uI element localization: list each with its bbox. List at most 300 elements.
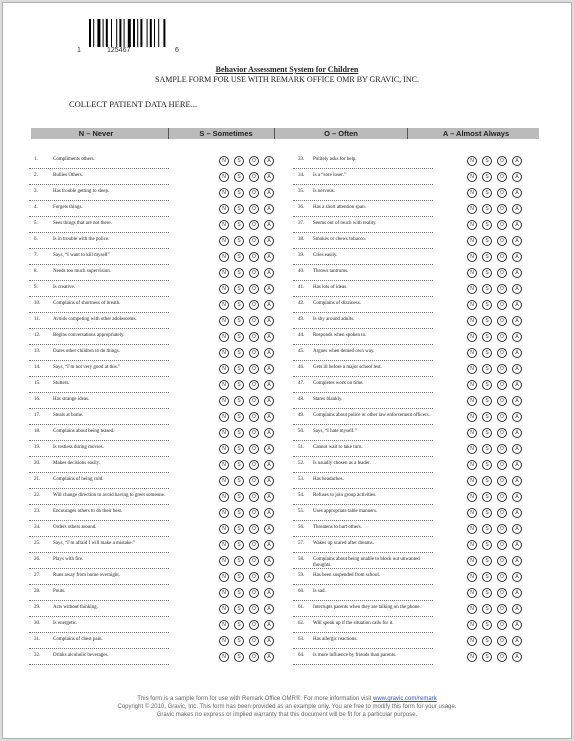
response-bubble-s[interactable]: S — [234, 300, 244, 310]
response-bubble-n[interactable]: N — [467, 652, 477, 662]
response-bubble-a[interactable]: A — [512, 332, 522, 342]
response-bubble-a[interactable]: A — [512, 556, 522, 566]
response-bubble-s[interactable]: S — [482, 460, 492, 470]
response-bubble-n[interactable]: N — [467, 460, 477, 470]
response-bubble-a[interactable]: A — [264, 364, 274, 374]
response-bubble-o[interactable]: O — [249, 396, 259, 406]
response-bubble-s[interactable]: S — [482, 652, 492, 662]
response-bubble-o[interactable]: O — [497, 332, 507, 342]
answer-line — [293, 600, 433, 601]
response-bubble-o[interactable]: O — [497, 636, 507, 646]
response-bubble-o[interactable]: O — [249, 364, 259, 374]
response-bubble-s[interactable]: S — [482, 572, 492, 582]
question-row — [293, 586, 543, 602]
response-bubble-a[interactable]: A — [512, 444, 522, 454]
response-bubble-s[interactable]: S — [482, 412, 492, 422]
question-row — [29, 362, 279, 378]
response-bubble-a[interactable]: A — [512, 588, 522, 598]
response-bubble-a[interactable]: A — [264, 252, 274, 262]
response-bubble-n[interactable]: N — [219, 268, 229, 278]
response-bubble-s[interactable]: S — [482, 172, 492, 182]
response-bubble-a[interactable]: A — [264, 284, 274, 294]
response-bubble-o[interactable]: O — [249, 204, 259, 214]
response-bubble-s[interactable]: S — [482, 188, 492, 198]
response-bubble-o[interactable]: O — [249, 172, 259, 182]
response-bubble-n[interactable]: N — [467, 412, 477, 422]
response-bubble-a[interactable]: A — [512, 268, 522, 278]
response-bubble-a[interactable]: A — [264, 268, 274, 278]
response-bubble-o[interactable]: O — [249, 492, 259, 502]
response-bubble-n[interactable]: N — [219, 492, 229, 502]
response-bubble-n[interactable]: N — [219, 444, 229, 454]
response-bubble-n[interactable]: N — [467, 476, 477, 486]
response-bubble-a[interactable]: A — [264, 492, 274, 502]
response-bubble-o[interactable]: O — [249, 268, 259, 278]
answer-line — [29, 216, 169, 217]
response-bubble-n[interactable]: N — [467, 268, 477, 278]
response-bubble-o[interactable]: O — [497, 444, 507, 454]
response-bubble-n[interactable]: N — [467, 204, 477, 214]
response-bubble-n[interactable]: N — [467, 620, 477, 630]
response-bubble-a[interactable]: A — [512, 620, 522, 630]
response-bubble-a[interactable]: A — [264, 588, 274, 598]
response-bubble-o[interactable]: O — [497, 524, 507, 534]
response-bubble-o[interactable]: O — [497, 396, 507, 406]
response-bubble-o[interactable]: O — [249, 188, 259, 198]
response-bubble-a[interactable]: A — [264, 636, 274, 646]
response-bubble-n[interactable]: N — [467, 348, 477, 358]
response-bubble-s[interactable]: S — [234, 508, 244, 518]
response-bubble-n[interactable]: N — [219, 252, 229, 262]
response-bubble-s[interactable]: S — [234, 444, 244, 454]
response-bubble-n[interactable]: N — [467, 188, 477, 198]
response-bubble-s[interactable]: S — [482, 364, 492, 374]
response-bubble-n[interactable]: N — [219, 156, 229, 166]
response-bubble-s[interactable]: S — [482, 332, 492, 342]
response-bubble-s[interactable]: S — [482, 156, 492, 166]
response-bubble-a[interactable]: A — [264, 444, 274, 454]
question-text: Seems out of touch with reality. — [313, 221, 377, 226]
response-bubble-n[interactable]: N — [219, 380, 229, 390]
response-bubble-s[interactable]: S — [482, 204, 492, 214]
response-bubble-a[interactable]: A — [512, 636, 522, 646]
response-bubble-o[interactable]: O — [249, 220, 259, 230]
response-bubble-s[interactable]: S — [482, 268, 492, 278]
response-bubble-o[interactable]: O — [249, 476, 259, 486]
response-bubble-a[interactable]: A — [512, 492, 522, 502]
response-bubble-o[interactable]: O — [249, 412, 259, 422]
question-row — [293, 170, 543, 186]
response-bubble-s[interactable]: S — [234, 540, 244, 550]
question-number: 54. — [298, 493, 305, 498]
response-bubble-n[interactable]: N — [467, 604, 477, 614]
response-bubble-a[interactable]: A — [512, 156, 522, 166]
response-bubble-n[interactable]: N — [467, 556, 477, 566]
response-bubble-n[interactable]: N — [467, 364, 477, 374]
response-bubble-s[interactable]: S — [482, 524, 492, 534]
response-bubble-o[interactable]: O — [497, 460, 507, 470]
response-bubble-s[interactable]: S — [482, 556, 492, 566]
response-bubble-o[interactable]: O — [497, 604, 507, 614]
response-bubble-n[interactable]: N — [467, 300, 477, 310]
response-bubble-a[interactable]: A — [264, 652, 274, 662]
response-bubble-n[interactable]: N — [467, 588, 477, 598]
response-bubble-n[interactable]: N — [219, 332, 229, 342]
response-bubble-a[interactable]: A — [264, 172, 274, 182]
response-bubble-n[interactable]: N — [467, 236, 477, 246]
response-bubble-a[interactable]: A — [264, 508, 274, 518]
response-bubble-o[interactable]: O — [249, 332, 259, 342]
response-bubble-o[interactable]: O — [249, 620, 259, 630]
response-bubble-o[interactable]: O — [249, 444, 259, 454]
response-bubble-n[interactable]: N — [219, 284, 229, 294]
response-bubble-s[interactable]: S — [234, 364, 244, 374]
response-bubble-a[interactable]: A — [512, 428, 522, 438]
response-bubble-a[interactable]: A — [512, 460, 522, 470]
response-bubble-n[interactable]: N — [219, 652, 229, 662]
response-bubble-s[interactable]: S — [482, 588, 492, 598]
question-row — [29, 218, 279, 234]
answer-line — [29, 536, 169, 537]
response-bubble-o[interactable]: O — [249, 252, 259, 262]
response-bubble-a[interactable]: A — [512, 524, 522, 534]
response-bubble-s[interactable]: S — [234, 620, 244, 630]
response-bubble-s[interactable]: S — [482, 476, 492, 486]
response-bubble-a[interactable]: A — [512, 380, 522, 390]
response-bubble-o[interactable]: O — [497, 540, 507, 550]
response-bubble-s[interactable]: S — [234, 220, 244, 230]
response-bubble-n[interactable]: N — [219, 316, 229, 326]
response-bubble-n[interactable]: N — [219, 572, 229, 582]
response-bubble-a[interactable]: A — [512, 188, 522, 198]
response-bubble-o[interactable]: O — [497, 652, 507, 662]
response-bubble-a[interactable]: A — [264, 540, 274, 550]
response-bubble-o[interactable]: O — [497, 364, 507, 374]
response-bubble-o[interactable]: O — [497, 428, 507, 438]
response-bubble-o[interactable]: O — [497, 172, 507, 182]
question-number: 55. — [298, 509, 305, 514]
response-bubble-n[interactable]: N — [467, 396, 477, 406]
response-bubble-a[interactable]: A — [512, 604, 522, 614]
response-bubble-s[interactable]: S — [234, 588, 244, 598]
question-row — [293, 506, 543, 522]
response-bubble-a[interactable]: A — [512, 172, 522, 182]
question-row — [29, 554, 279, 570]
response-bubble-o[interactable]: O — [249, 508, 259, 518]
response-bubble-o[interactable]: O — [249, 540, 259, 550]
answer-line — [29, 488, 169, 489]
response-bubble-o[interactable]: O — [497, 620, 507, 630]
response-bubble-n[interactable]: N — [219, 236, 229, 246]
response-bubble-o[interactable]: O — [249, 652, 259, 662]
response-bubble-a[interactable]: A — [264, 604, 274, 614]
response-bubble-o[interactable]: O — [497, 572, 507, 582]
response-bubble-s[interactable]: S — [234, 316, 244, 326]
response-bubble-a[interactable]: A — [512, 316, 522, 326]
response-bubble-s[interactable]: S — [234, 332, 244, 342]
response-bubble-a[interactable]: A — [264, 220, 274, 230]
response-bubble-n[interactable]: N — [467, 380, 477, 390]
response-bubble-o[interactable]: O — [249, 604, 259, 614]
response-bubble-s[interactable]: S — [234, 396, 244, 406]
question-row — [293, 202, 543, 218]
response-bubble-s[interactable]: S — [234, 156, 244, 166]
response-bubble-a[interactable]: A — [512, 652, 522, 662]
response-bubble-o[interactable]: O — [497, 300, 507, 310]
response-bubble-n[interactable]: N — [467, 316, 477, 326]
response-bubble-n[interactable]: N — [219, 172, 229, 182]
response-bubble-n[interactable]: N — [467, 572, 477, 582]
question-row — [29, 154, 279, 170]
response-bubble-o[interactable]: O — [249, 636, 259, 646]
remark-link[interactable]: www.gravic.com/remark — [373, 696, 437, 702]
response-bubble-n[interactable]: N — [467, 508, 477, 518]
answer-line — [293, 616, 433, 617]
response-bubble-s[interactable]: S — [234, 636, 244, 646]
response-bubble-n[interactable]: N — [467, 492, 477, 502]
response-bubble-o[interactable]: O — [249, 524, 259, 534]
response-bubble-s[interactable]: S — [234, 652, 244, 662]
response-bubble-a[interactable]: A — [264, 572, 274, 582]
response-bubble-s[interactable]: S — [482, 620, 492, 630]
response-bubble-o[interactable]: O — [497, 236, 507, 246]
response-bubble-o[interactable]: O — [249, 460, 259, 470]
response-bubble-s[interactable]: S — [234, 204, 244, 214]
response-bubble-a[interactable]: A — [512, 396, 522, 406]
response-bubble-a[interactable]: A — [264, 188, 274, 198]
response-bubble-s[interactable]: S — [234, 524, 244, 534]
response-bubble-s[interactable]: S — [482, 540, 492, 550]
question-row — [293, 314, 543, 330]
response-bubble-s[interactable]: S — [482, 348, 492, 358]
response-bubble-a[interactable]: A — [512, 540, 522, 550]
response-bubble-a[interactable]: A — [512, 364, 522, 374]
response-bubble-n[interactable]: N — [219, 508, 229, 518]
response-bubble-s[interactable]: S — [482, 444, 492, 454]
response-bubble-o[interactable]: O — [497, 204, 507, 214]
response-bubble-s[interactable]: S — [482, 300, 492, 310]
response-bubble-a[interactable]: A — [264, 412, 274, 422]
response-bubble-s[interactable]: S — [482, 284, 492, 294]
response-bubble-s[interactable]: S — [234, 604, 244, 614]
response-bubble-o[interactable]: O — [249, 380, 259, 390]
response-bubble-a[interactable]: A — [264, 316, 274, 326]
response-bubble-a[interactable]: A — [264, 556, 274, 566]
response-bubble-o[interactable]: O — [497, 156, 507, 166]
response-bubble-n[interactable]: N — [219, 524, 229, 534]
response-bubble-a[interactable]: A — [512, 300, 522, 310]
response-bubble-a[interactable]: A — [264, 460, 274, 470]
response-bubble-n[interactable]: N — [219, 540, 229, 550]
response-bubble-a[interactable]: A — [264, 332, 274, 342]
response-bubble-o[interactable]: O — [497, 268, 507, 278]
question-row — [293, 522, 543, 538]
response-bubble-s[interactable]: S — [482, 604, 492, 614]
response-bubble-s[interactable]: S — [482, 636, 492, 646]
response-bubble-n[interactable]: N — [219, 348, 229, 358]
response-bubble-o[interactable]: O — [497, 348, 507, 358]
response-bubble-s[interactable]: S — [482, 236, 492, 246]
response-bubble-o[interactable]: O — [497, 476, 507, 486]
question-text: Sees things that are not there. — [53, 221, 112, 226]
response-bubble-n[interactable]: N — [219, 396, 229, 406]
response-bubble-s[interactable]: S — [482, 220, 492, 230]
response-bubble-o[interactable]: O — [497, 380, 507, 390]
response-bubble-a[interactable]: A — [512, 284, 522, 294]
response-bubble-o[interactable]: O — [249, 572, 259, 582]
question-number: 32. — [34, 653, 41, 658]
response-bubble-o[interactable]: O — [497, 252, 507, 262]
response-bubble-n[interactable]: N — [219, 460, 229, 470]
response-bubble-s[interactable]: S — [234, 492, 244, 502]
response-bubble-s[interactable]: S — [482, 316, 492, 326]
response-bubble-s[interactable]: S — [234, 268, 244, 278]
response-bubble-a[interactable]: A — [264, 428, 274, 438]
response-bubble-n[interactable]: N — [467, 172, 477, 182]
response-bubble-a[interactable]: A — [512, 476, 522, 486]
answer-line — [293, 232, 433, 233]
response-bubble-o[interactable]: O — [249, 348, 259, 358]
response-bubble-s[interactable]: S — [482, 380, 492, 390]
response-bubble-n[interactable]: N — [467, 284, 477, 294]
question-row — [29, 346, 279, 362]
response-bubble-s[interactable]: S — [234, 236, 244, 246]
response-bubble-n[interactable]: N — [467, 252, 477, 262]
response-bubble-s[interactable]: S — [234, 412, 244, 422]
response-bubble-s[interactable]: S — [482, 508, 492, 518]
response-bubble-o[interactable]: O — [497, 316, 507, 326]
response-bubble-o[interactable]: O — [497, 220, 507, 230]
response-bubble-a[interactable]: A — [264, 348, 274, 358]
response-bubble-n[interactable]: N — [219, 204, 229, 214]
response-bubble-s[interactable]: S — [234, 476, 244, 486]
response-bubble-n[interactable]: N — [219, 188, 229, 198]
response-bubble-s[interactable]: S — [234, 572, 244, 582]
response-bubble-o[interactable]: O — [249, 556, 259, 566]
response-bubble-n[interactable]: N — [219, 428, 229, 438]
response-bubble-o[interactable]: O — [497, 284, 507, 294]
question-row — [293, 282, 543, 298]
question-number: 20. — [34, 461, 41, 466]
response-bubble-n[interactable]: N — [219, 556, 229, 566]
response-bubble-s[interactable]: S — [234, 428, 244, 438]
response-bubble-o[interactable]: O — [249, 156, 259, 166]
response-bubble-o[interactable]: O — [497, 588, 507, 598]
footer-line-3: Gravic makes no express or implied warranty that this document will be fit for a particular purpose. — [156, 712, 418, 718]
question-text: Gets ill before a major school test. — [313, 365, 382, 370]
response-bubble-o[interactable]: O — [497, 556, 507, 566]
response-bubble-s[interactable]: S — [234, 172, 244, 182]
response-bubble-n[interactable]: N — [219, 412, 229, 422]
response-bubble-n[interactable]: N — [467, 444, 477, 454]
response-bubble-o[interactable]: O — [249, 428, 259, 438]
question-number: 38. — [298, 237, 305, 242]
response-bubble-n[interactable]: N — [467, 332, 477, 342]
response-bubble-a[interactable]: A — [512, 204, 522, 214]
response-bubble-o[interactable]: O — [249, 300, 259, 310]
question-text: Throws tantrums. — [313, 269, 349, 274]
question-row — [29, 634, 279, 650]
response-bubble-s[interactable]: S — [482, 492, 492, 502]
response-bubble-a[interactable]: A — [264, 620, 274, 630]
question-text: Is shy around adults. — [313, 317, 355, 322]
response-bubble-s[interactable]: S — [482, 428, 492, 438]
response-bubble-o[interactable]: O — [497, 188, 507, 198]
response-bubble-n[interactable]: N — [467, 220, 477, 230]
question-number: 48. — [298, 397, 305, 402]
answer-line — [29, 232, 169, 233]
response-bubble-a[interactable]: A — [264, 204, 274, 214]
question-row — [293, 218, 543, 234]
response-bubble-s[interactable]: S — [234, 556, 244, 566]
response-bubble-n[interactable]: N — [219, 220, 229, 230]
response-bubble-a[interactable]: A — [264, 300, 274, 310]
response-bubble-s[interactable]: S — [482, 252, 492, 262]
response-bubble-o[interactable]: O — [249, 316, 259, 326]
response-bubble-o[interactable]: O — [249, 588, 259, 598]
response-bubble-o[interactable]: O — [249, 236, 259, 246]
question-number: 25. — [34, 541, 41, 546]
response-bubble-a[interactable]: A — [512, 348, 522, 358]
response-bubble-a[interactable]: A — [512, 236, 522, 246]
response-bubble-s[interactable]: S — [234, 284, 244, 294]
response-bubble-a[interactable]: A — [264, 396, 274, 406]
response-bubble-s[interactable]: S — [482, 396, 492, 406]
response-bubble-s[interactable]: S — [234, 348, 244, 358]
question-row — [29, 618, 279, 634]
response-bubble-n[interactable]: N — [219, 588, 229, 598]
response-bubble-o[interactable]: O — [497, 412, 507, 422]
response-bubble-n[interactable]: N — [219, 476, 229, 486]
response-bubble-a[interactable]: A — [264, 476, 274, 486]
response-bubble-n[interactable]: N — [219, 620, 229, 630]
question-text: Will change direction to avoid having to greet someone. — [53, 493, 166, 498]
response-bubble-a[interactable]: A — [512, 572, 522, 582]
question-number: 29. — [34, 605, 41, 610]
response-bubble-o[interactable]: O — [249, 284, 259, 294]
response-bubble-s[interactable]: S — [234, 460, 244, 470]
response-bubble-a[interactable]: A — [264, 380, 274, 390]
response-bubble-a[interactable]: A — [264, 524, 274, 534]
response-bubble-n[interactable]: N — [219, 364, 229, 374]
response-bubble-n[interactable]: N — [219, 300, 229, 310]
answer-line — [293, 520, 433, 521]
response-bubble-n[interactable]: N — [467, 156, 477, 166]
response-bubble-n[interactable]: N — [467, 636, 477, 646]
response-bubble-s[interactable]: S — [234, 252, 244, 262]
response-bubble-a[interactable]: A — [512, 220, 522, 230]
response-bubble-a[interactable]: A — [512, 508, 522, 518]
response-bubble-a[interactable]: A — [512, 252, 522, 262]
scale-almost-always: A – Almost Always — [442, 129, 510, 138]
response-bubble-a[interactable]: A — [264, 156, 274, 166]
response-bubble-n[interactable]: N — [467, 540, 477, 550]
response-bubble-s[interactable]: S — [234, 188, 244, 198]
question-number: 4. — [34, 205, 38, 210]
response-bubble-n[interactable]: N — [219, 604, 229, 614]
response-bubble-o[interactable]: O — [497, 492, 507, 502]
response-bubble-n[interactable]: N — [467, 428, 477, 438]
response-bubble-n[interactable]: N — [467, 524, 477, 534]
response-bubble-o[interactable]: O — [497, 508, 507, 518]
response-bubble-a[interactable]: A — [512, 412, 522, 422]
response-bubble-s[interactable]: S — [234, 380, 244, 390]
response-bubble-n[interactable]: N — [219, 636, 229, 646]
response-bubble-a[interactable]: A — [264, 236, 274, 246]
question-number: 18. — [34, 429, 41, 434]
answer-line — [29, 360, 169, 361]
question-number: 14. — [34, 365, 41, 370]
